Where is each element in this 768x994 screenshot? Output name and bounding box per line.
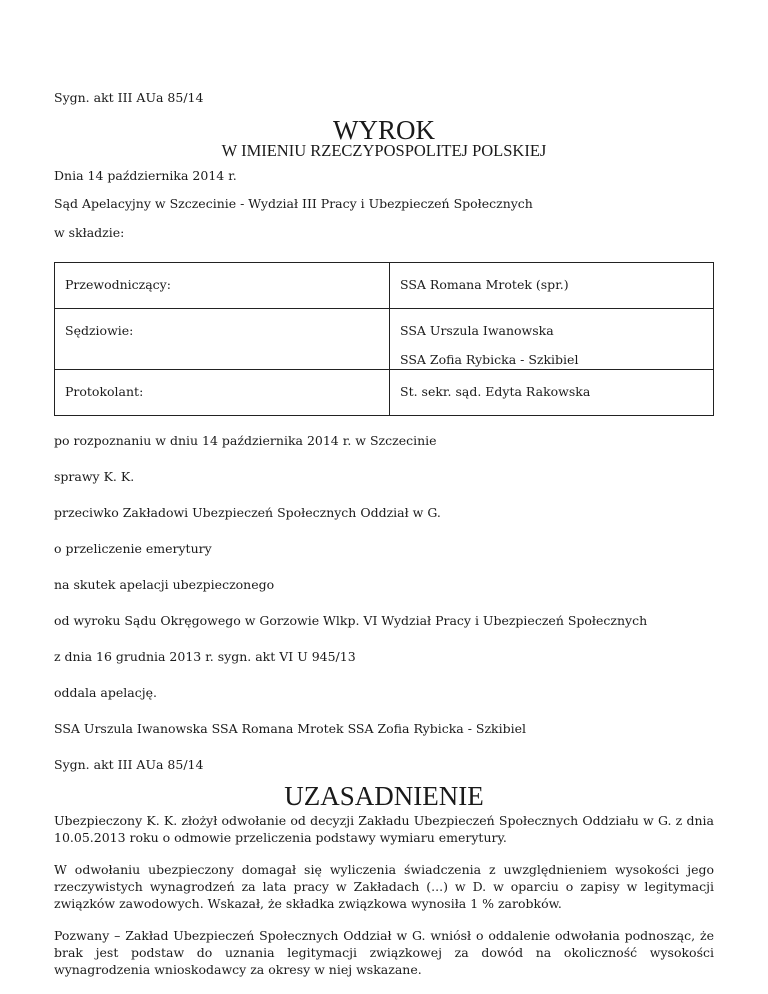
ruling-line: od wyroku Sądu Okręgowego w Gorzowie Wlkp. VI Wydział Pracy i Ubezpieczeń Społecznych (54, 613, 648, 628)
case-signature-top: Sygn. akt III AUa 85/14 (54, 90, 204, 105)
judges-signatures: SSA Urszula Iwanowska SSA Romana Mrotek SSA Zofia Rybicka - Szkibiel (54, 721, 527, 736)
ruling-line: po rozpoznaniu w dniu 14 października 2014 r. w Szczecinie (54, 433, 437, 448)
case-signature-bottom: Sygn. akt III AUa 85/14 (54, 757, 204, 772)
document-subtitle: W IMIENIU RZECZYPOSPOLITEJ POLSKIEJ (221, 141, 547, 160)
ruling-decision: oddala apelację. (54, 685, 157, 700)
panel-value: SSA Urszula Iwanowska SSA Zofia Rybicka - Szkibiel (390, 309, 714, 370)
ruling-line: na skutek apelacji ubezpieczonego (54, 577, 275, 592)
panel-label: Protokolant: (55, 369, 390, 415)
ruling-line: z dnia 16 grudnia 2013 r. sygn. akt VI U 945/13 (54, 649, 356, 664)
ruling-line: sprawy K. K. (54, 469, 135, 484)
judgment-date: Dnia 14 października 2014 r. (54, 168, 237, 183)
panel-label: Sędziowie: (55, 309, 390, 370)
court-name: Sąd Apelacyjny w Szczecinie - Wydział III Pracy i Ubezpieczeń Społecznych (54, 196, 533, 211)
composition-label: w składzie: (54, 225, 125, 240)
panel-value: SSA Romana Mrotek (spr.) (390, 263, 714, 309)
justification-paragraph: Pozwany – Zakład Ubezpieczeń Społecznych Oddział w G. wniósł o oddalenie odwołania podnosząc, że brak jest podstaw do uznania legitymacji związkowej za dowód na okoliczność wysokości wynagrodzenia wnioskodawcy za okresy w niej wskazane. (54, 928, 714, 977)
panel-row-presiding (55, 263, 714, 309)
justification-paragraph: Ubezpieczony K. K. złożył odwołanie od decyzji Zakładu Ubezpieczeń Społecznych Oddziału w G. z dnia 10.05.2013 roku o odmowie przeliczenia podstawy wymiaru emerytury. (54, 813, 714, 845)
ruling-line: o przeliczenie emerytury (54, 541, 212, 556)
justification-paragraph: W odwołaniu ubezpieczony domagał się wyliczenia świadczenia z uwzględnieniem wysokości jego rzeczywistych wynagrodzeń za lata pracy w Zakładach (...) w D. w oparciu o zapisy w legitymacji związków zawodowych. Wskazał, że składka związkowa wynosiła 1 % zarobków. (54, 862, 714, 911)
justification-title: UZASADNIENIE (284, 781, 484, 811)
panel-label: Przewodniczący: (55, 263, 390, 309)
document-title: WYROK (333, 115, 435, 145)
panel-value: St. sekr. sąd. Edyta Rakowska (390, 369, 714, 415)
ruling-line: przeciwko Zakładowi Ubezpieczeń Społecznych Oddział w G. (54, 505, 441, 520)
panel-row-clerk (55, 369, 714, 415)
panel-row-judges (55, 309, 714, 370)
court-panel-table (54, 262, 714, 416)
